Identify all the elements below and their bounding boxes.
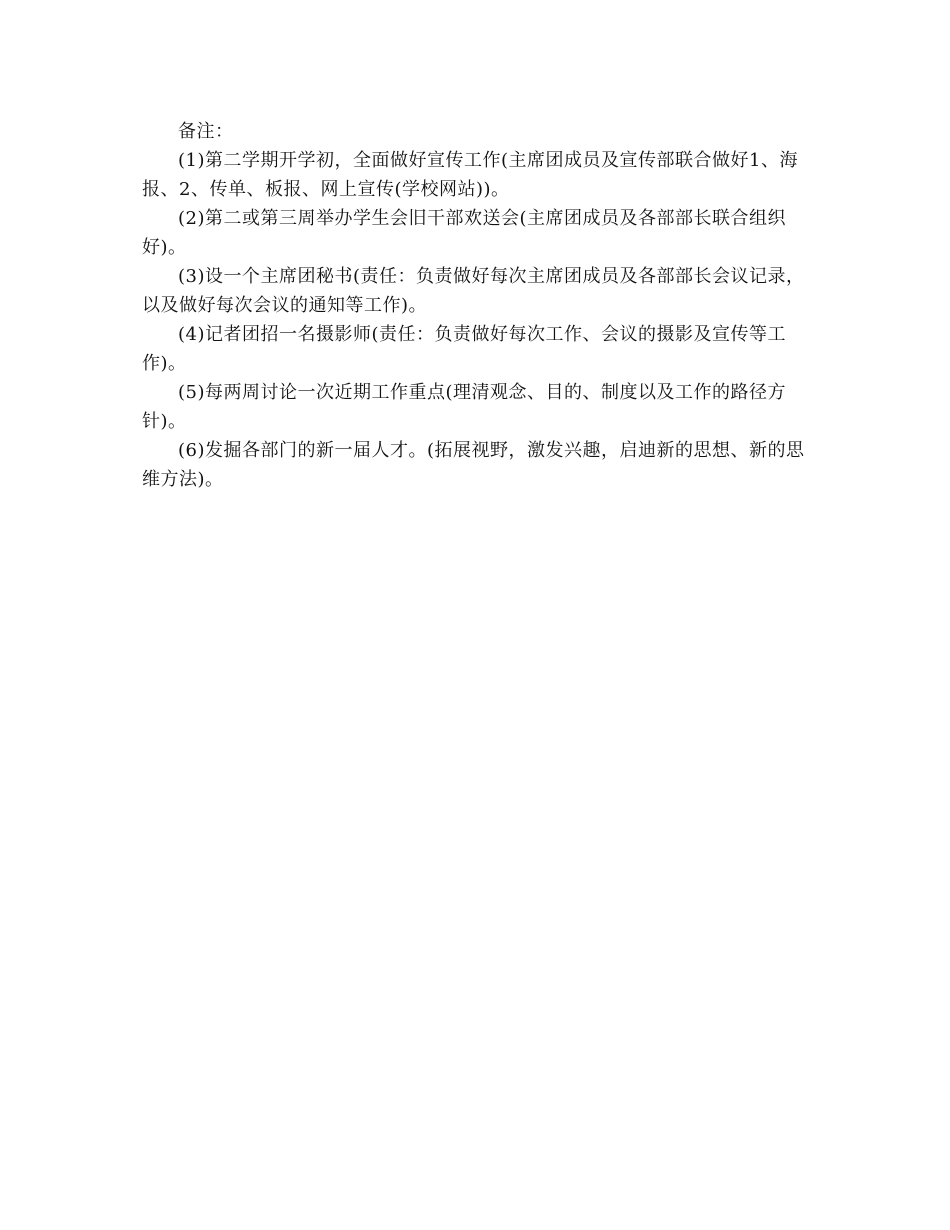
note-item-6: (6)发掘各部门的新一届人才。(拓展视野，激发兴趣，启迪新的思想、新的思维方法)。 <box>142 440 805 490</box>
document-body <box>142 117 810 494</box>
note-item-5: (5)每两周讨论一次近期工作重点(理清观念、目的、制度以及工作的路径方针)。 <box>142 382 787 432</box>
note-item-4: (4)记者团招一名摄影师(责任：负责做好每次工作、会议的摄影及宣传等工作)。 <box>142 324 787 374</box>
notes-heading: 备注： <box>178 121 234 142</box>
note-item-3: (3)设一个主席团秘书(责任：负责做好每次主席团成员及各部部长会议记录，以及做好每次会议的通知等工作)。 <box>142 266 805 316</box>
note-item-2: (2)第二或第三周举办学生会旧干部欢送会(主席团成员及各部部长联合组织好)。 <box>142 208 787 258</box>
note-item-1: (1)第二学期开学初，全面做好宣传工作(主席团成员及宣传部联合做好1、海报、2、传单、板报、网上宣传(学校网站))。 <box>142 150 798 200</box>
